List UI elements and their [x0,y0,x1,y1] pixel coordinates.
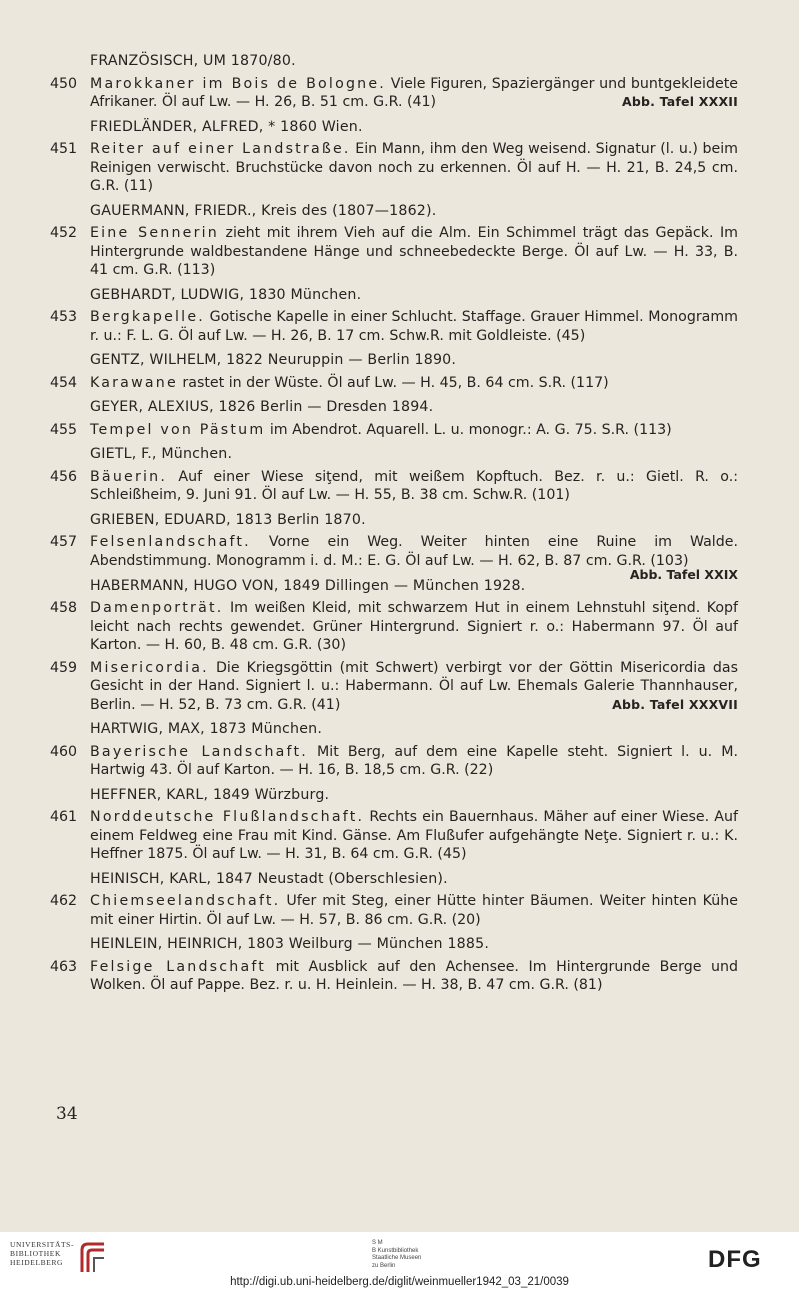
artist-heading: FRANZÖSISCH, UM 1870/80. [90,53,296,69]
artwork-title: Misericordia. [90,659,209,676]
artwork-description: Mit Berg, auf dem eine Kapelle steht. Signiert l. u. M. Hartwig 43. Öl auf Karton. — H. 16, B. 18,5 cm. G.R. (22) [90,743,738,778]
catalog-entry [50,421,738,440]
artwork-title: Felsige Landschaft [90,958,267,975]
artwork-title: Bayerische Landschaft. [90,743,308,760]
artwork-description: Vorne ein Weg. Weiter hinten eine Ruine im Walde. Abendstimmung. Monogramm i. d. M.: E. G. Öl auf Lw. — H. 62, B. 87 cm. G.R. (103) [90,534,738,569]
plate-reference: Abb. Tafel XXXVII [612,696,738,712]
lot-number: 461 [50,809,78,825]
catalog-entry [50,308,738,345]
lot-number: 454 [50,374,78,391]
artist-heading: GIETL, F., München. [90,446,233,462]
artwork-description: Die Kriegsgöttin (mit Schwert) verbirgt vor der Göttin Misericordia das Gesicht in der Hand. Signiert l. u.: Habermann. Öl auf Lw. Ehemals Galerie Thannhauser, Berlin. — H. 52, B. 73 cm. G.R. (41) [90,659,738,713]
artwork-title: Damenporträt. [90,600,224,616]
artwork-title: Karawane [90,374,178,391]
artwork-title: Marokkaner im Bois de Bologne. [90,75,386,92]
artist-heading: HARTWIG, MAX, 1873 München. [90,721,323,737]
catalog-entry [50,75,738,112]
artwork-description: Gotische Kapelle in einer Schlucht. Staffage. Grauer Himmel. Monogramm r. u.: F. L. G. Öl auf Lw. — H. 26, B. 17 cm. Schw.R. mit Goldleiste. (45) [90,309,738,344]
catalog-entry [50,958,738,995]
artwork-description: Ufer mit Steg, einer Hütte hinter Bäumen. Weiter hinten Kühe mit einer Hirtin. Öl auf Lw. — H. 57, B. 86 cm. G.R. (20) [90,893,738,928]
artwork-description: im Abendrot. Aquarell. L. u. monogr.: A. G. 75. S.R. (113) [265,421,672,438]
artwork-title: Bäuerin. [90,468,168,485]
artwork-description: Im weißen Kleid, mit schwarzem Hut in einem Lehnstuhl siţend. Kopf leicht nach rechts gewendet. Grüner Hintergrund. Signiert r. o.: Habermann 97. Öl auf Karton. — H. 60, B. 48 cm. G.R. (30) [90,600,738,653]
lot-number: 456 [50,468,78,485]
heidelberg-library-logo[interactable] [10,1240,110,1276]
plate-reference: Abb. Tafel XXXII [622,94,738,109]
lot-number: 457 [50,534,78,550]
catalog-text [50,52,738,995]
artwork-title: Norddeutsche Flußlandschaft. [90,809,365,825]
catalog-entry [50,224,738,280]
artwork-description: rastet in der Wüste. Öl auf Lw. — H. 45, B. 64 cm. S.R. (117) [177,374,609,391]
catalog-entry [50,140,738,196]
page-url-link[interactable]: http://digi.ub.uni-heidelberg.de/diglit/weinmueller1942_03_21/0039 [230,1276,569,1288]
artwork-title: Tempel von Pästum [90,421,266,438]
artist-heading: FRIEDLÄNDER, ALFRED, * 1860 Wien. [90,118,363,135]
artist-heading: HEINLEIN, HEINRICH, 1803 Weilburg — München 1885. [90,936,490,952]
artwork-description: mit Ausblick auf den Achensee. Im Hintergrunde Berge und Wolken. Öl auf Pappe. Bez. r. u. H. Heinlein. — H. 38, B. 47 cm. G.R. (81) [90,958,739,993]
lot-number: 459 [50,659,78,676]
ub-emblem-icon [80,1242,106,1274]
artist-heading: GENTZ, WILHELM, 1822 Neuruppin — Berlin 1890. [90,352,457,368]
lot-number: 463 [50,958,78,975]
catalog-entry [50,374,738,393]
artwork-title: Reiter auf einer Landstraße. [90,141,351,157]
artwork-title: Chiemseelandschaft. [90,893,281,909]
artwork-description: Rechts ein Bauernhaus. Mäher auf einer Wiese. Auf einem Feldweg eine Frau mit Kind. Gänse. Am Flußufer aufgehängte Neţe. Signiert r. u.: K. Heffner 1875. Öl auf Lw. — H. 31, B. 64 cm. G.R. (45) [90,809,738,862]
catalog-entry [50,808,738,864]
artwork-description: Auf einer Wiese siţend, mit weißem Kopftuch. Bez. r. u.: Gietl. R. o.: Schleißheim, 9. Juni 91. Öl auf Lw. — H. 55, B. 38 cm. Schw.R. (101) [90,468,738,503]
artist-heading: HABERMANN, HUGO VON, 1849 Dillingen — München 1928. [90,577,526,594]
smb-logo[interactable]: S M B Kunstbibliothek Staatliche Museen zu Berlin [372,1240,422,1269]
artist-heading: HEFFNER, KARL, 1849 Würzburg. [90,786,330,803]
lot-number: 458 [50,600,78,616]
artist-heading: GRIEBEN, EDUARD, 1813 Berlin 1870. [90,511,366,528]
artwork-description: Viele Figuren, Spaziergänger und buntgekleidete Afrikaner. Öl auf Lw. — H. 26, B. 51 cm. G.R. (41) [90,75,738,110]
catalog-entry [50,892,738,929]
artwork-title: Felsenlandschaft. [90,534,251,550]
artist-heading: GEBHARDT, LUDWIG, 1830 München. [90,286,362,303]
artwork-title: Eine Sennerin [90,225,219,241]
ub-logo-text: UNIVERSITÄTS- BIBLIOTHEK HEIDELBERG [10,1240,75,1267]
lot-number: 450 [50,75,78,92]
artwork-description: zieht mit ihrem Vieh auf die Alm. Ein Schimmel trägt das Gepäck. Im Hintergrunde waldbestandene Hänge und schneebedeckte Berge. Öl auf Lw. — H. 33, B. 41 cm. G.R. (113) [90,225,739,278]
artist-heading: GEYER, ALEXIUS, 1826 Berlin — Dresden 1894. [90,399,434,415]
page-number: 34 [56,1104,78,1124]
artwork-description: Ein Mann, ihm den Weg weisend. Signatur (l. u.) beim Reinigen verwischt. Bruchstücke davon noch zu erkennen. Öl auf H. — H. 21, B. 24,5 cm. G.R. (11) [90,141,738,194]
plate-reference: Abb. Tafel XXIX [629,567,738,582]
artwork-title: Bergkapelle. [90,309,205,325]
lot-number: 455 [50,421,78,438]
artist-heading: GAUERMANN, FRIEDR., Kreis des (1807—1862). [90,202,437,219]
footer-bar [0,1232,799,1292]
catalog-entry [50,599,738,655]
lot-number: 452 [50,225,78,241]
catalog-entry [50,533,738,570]
lot-number: 462 [50,893,78,909]
catalog-entry [50,659,738,715]
catalog-entry [50,468,738,505]
artist-heading: HEINISCH, KARL, 1847 Neustadt (Oberschlesien). [90,870,448,887]
catalog-entry [50,743,738,780]
lot-number: 460 [50,743,78,760]
lot-number: 451 [50,141,78,157]
dfg-logo[interactable]: DFG [708,1246,762,1273]
lot-number: 453 [50,309,78,325]
